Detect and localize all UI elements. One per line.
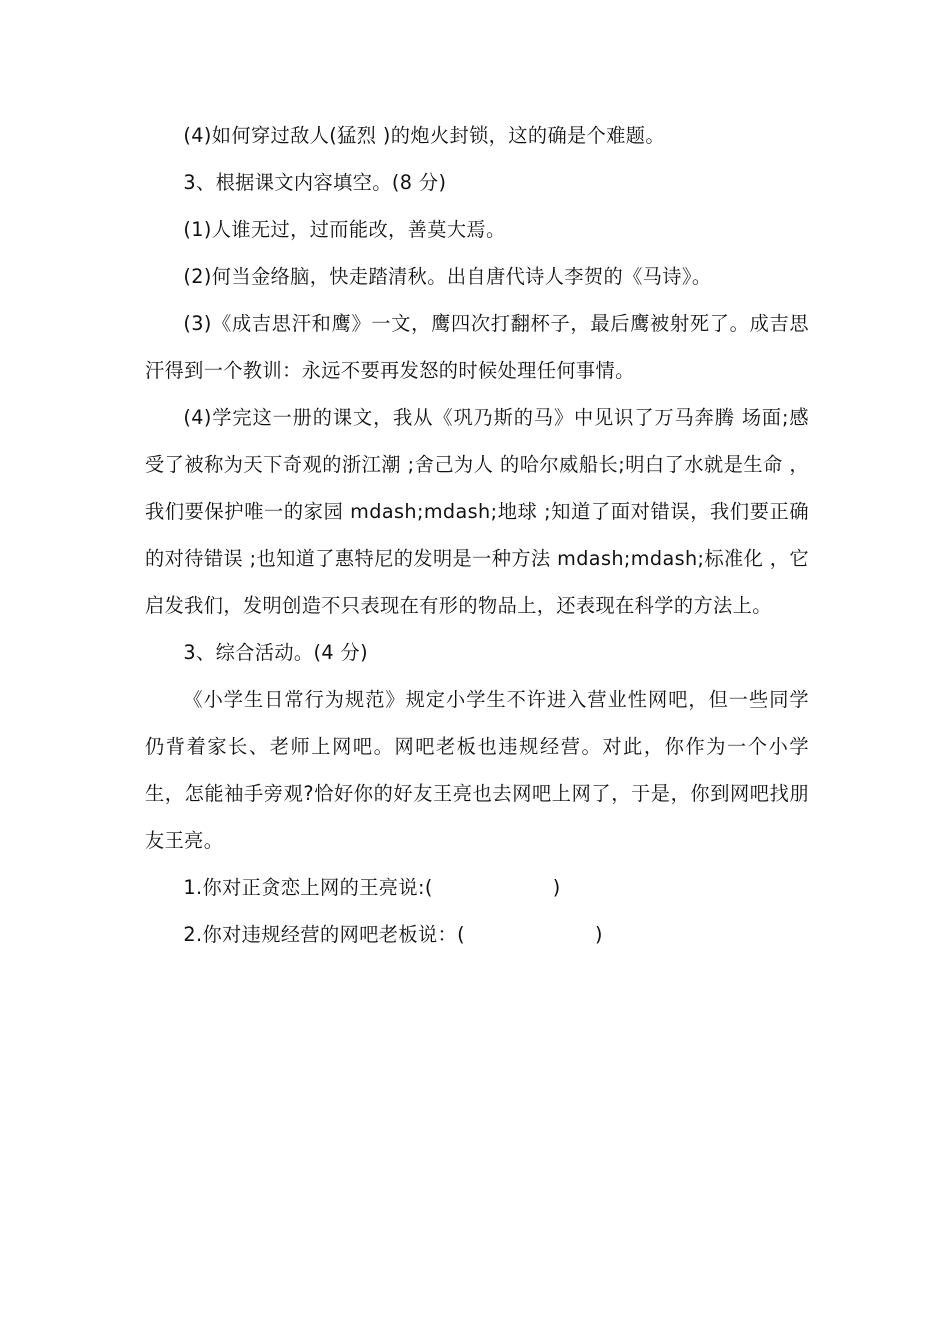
paragraph-activity-description: 《小学生日常行为规范》规定小学生不许进入营业性网吧，但一些同学仍背着家长、老师上网吧。网吧老板也违规经营。对此，你作为一个小学生，怎能袖手旁观?恰好你的好友王亮也去网吧上网了，于是，你到网吧找朋友王亮。 bbox=[145, 688, 809, 852]
paragraph-item-2-poem: (2)何当金络脑，快走踏清秋。出自唐代诗人李贺的《马诗》。 bbox=[183, 265, 712, 288]
paragraph-item-3-eagle: (3)《成吉思汗和鹰》一文，鹰四次打翻杯子，最后鹰被射死了。成吉思汗得到一个教训：永远不要再发怒的时候处理任何事情。 bbox=[145, 312, 809, 382]
paragraph-item-1-proverb: (1)人谁无过，过而能改，善莫大焉。 bbox=[183, 218, 506, 241]
paragraph-item-4-difficulty: (4)如何穿过敌人(猛烈 )的炮火封锁，这的确是个难题。 bbox=[183, 124, 665, 147]
section-heading-activity: 3、综合活动。(4 分) bbox=[183, 641, 368, 664]
document-page bbox=[145, 112, 809, 958]
question-2-suffix: ) bbox=[595, 923, 603, 946]
question-2 bbox=[145, 911, 809, 958]
question-1-suffix: ) bbox=[552, 876, 561, 899]
question-2-prefix: 2.你对违规经营的网吧老板说：( bbox=[183, 923, 466, 946]
section-heading-fill-blanks: 3、根据课文内容填空。(8 分) bbox=[183, 171, 447, 194]
question-1 bbox=[145, 864, 809, 911]
question-1-prefix: 1.你对正贪恋上网的王亮说:( bbox=[183, 876, 433, 899]
paragraph-item-4-summary: (4)学完这一册的课文，我从《巩乃斯的马》中见识了万马奔腾 场面;感受了被称为天下奇观的浙江潮 ;舍己为人 的哈尔威船长;明白了水就是生命 ，我们要保护唯一的家园 mdash;mdash;地球 ;知道了面对错误，我们要正确的对待错误 ;也知道了惠特尼的发明是一种方法 mdash;mdash;标准化 ，它启发我们，发明创造不只表现在有形的物品上，还表现在科学的方法上。 bbox=[145, 406, 809, 617]
